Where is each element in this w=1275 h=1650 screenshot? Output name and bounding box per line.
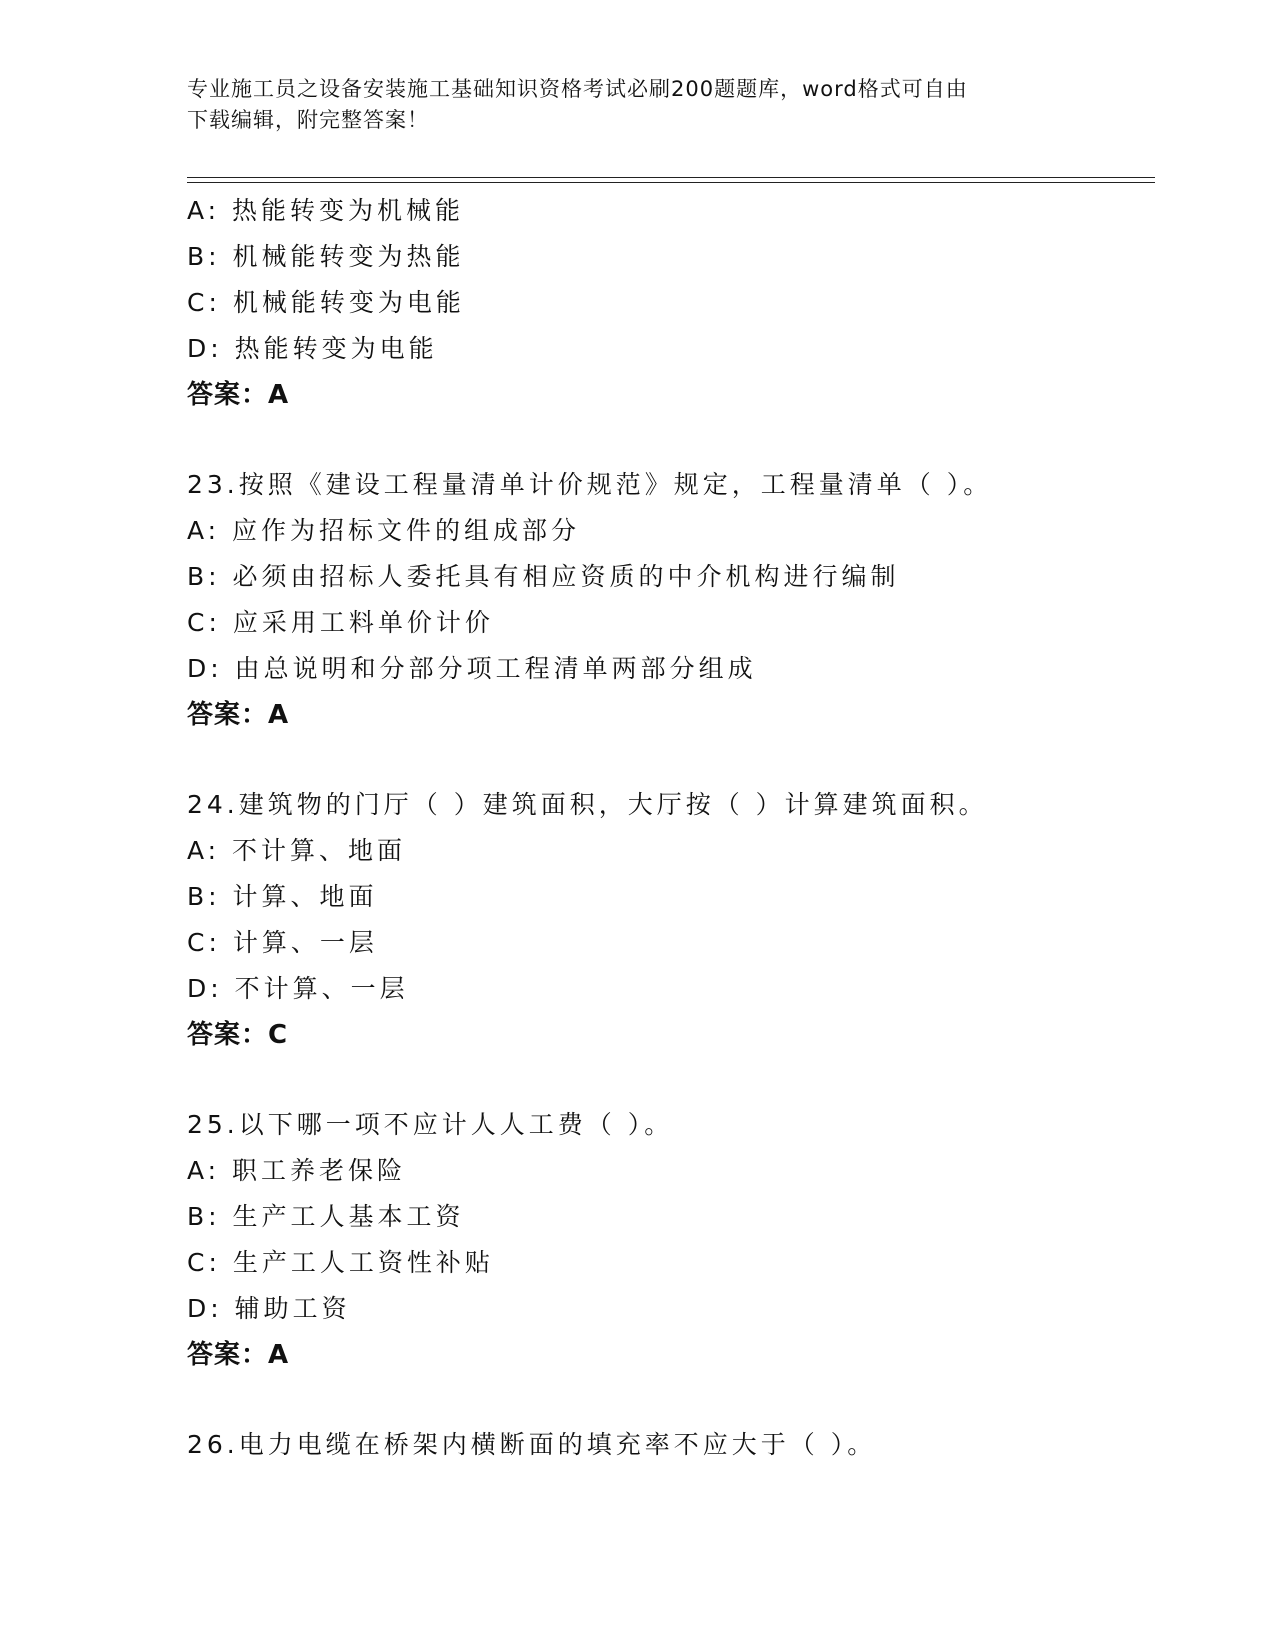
option-a: A: 热能转变为机械能 bbox=[187, 196, 465, 225]
question-25 bbox=[187, 1102, 1147, 1378]
option-d: D: 由总说明和分部分项工程清单两部分组成 bbox=[187, 654, 757, 683]
option-d: D: 热能转变为电能 bbox=[187, 334, 438, 363]
answer-line: 答案：C bbox=[187, 1020, 289, 1050]
option-a: A: 职工养老保险 bbox=[187, 1156, 407, 1185]
option-a: A: 不计算、地面 bbox=[187, 836, 407, 865]
question-24 bbox=[187, 782, 1147, 1058]
question-stem: 23.按照《建设工程量清单计价规范》规定，工程量清单（ ）。 bbox=[187, 470, 993, 499]
spacer bbox=[187, 738, 1147, 782]
option-b: B: 必须由招标人委托具有相应资质的中介机构进行编制 bbox=[187, 562, 900, 591]
spacer bbox=[187, 1378, 1147, 1422]
header-line-2: 下载编辑，附完整答案！ bbox=[187, 108, 429, 132]
answer-line: 答案：A bbox=[187, 700, 290, 730]
option-d: D: 不计算、一层 bbox=[187, 974, 409, 1003]
question-list bbox=[187, 188, 1147, 1468]
question-23 bbox=[187, 462, 1147, 738]
question-22-continued bbox=[187, 188, 1147, 418]
header-line-1: 专业施工员之设备安装施工基础知识资格考试必刷200题题库，word格式可自由 bbox=[187, 77, 968, 101]
spacer bbox=[187, 1058, 1147, 1102]
answer-line: 答案：A bbox=[187, 380, 290, 410]
header-divider-top bbox=[187, 177, 1155, 178]
option-c: C: 应采用工料单价计价 bbox=[187, 608, 494, 637]
question-stem: 25.以下哪一项不应计人人工费（ ）。 bbox=[187, 1110, 674, 1139]
option-c: C: 生产工人工资性补贴 bbox=[187, 1248, 494, 1277]
option-a: A: 应作为招标文件的组成部分 bbox=[187, 516, 581, 545]
option-d: D: 辅助工资 bbox=[187, 1294, 351, 1323]
document-header bbox=[187, 74, 1077, 136]
question-26 bbox=[187, 1422, 1147, 1468]
question-stem: 24.建筑物的门厅（ ）建筑面积，大厅按（ ）计算建筑面积。 bbox=[187, 790, 988, 819]
option-b: B: 生产工人基本工资 bbox=[187, 1202, 465, 1231]
option-c: C: 机械能转变为电能 bbox=[187, 288, 465, 317]
option-c: C: 计算、一层 bbox=[187, 928, 378, 957]
option-b: B: 机械能转变为热能 bbox=[187, 242, 465, 271]
header-divider-bottom bbox=[187, 182, 1155, 183]
option-b: B: 计算、地面 bbox=[187, 882, 378, 911]
answer-line: 答案：A bbox=[187, 1340, 290, 1370]
spacer bbox=[187, 418, 1147, 462]
question-stem: 26.电力电缆在桥架内横断面的填充率不应大于（ ）。 bbox=[187, 1430, 877, 1459]
